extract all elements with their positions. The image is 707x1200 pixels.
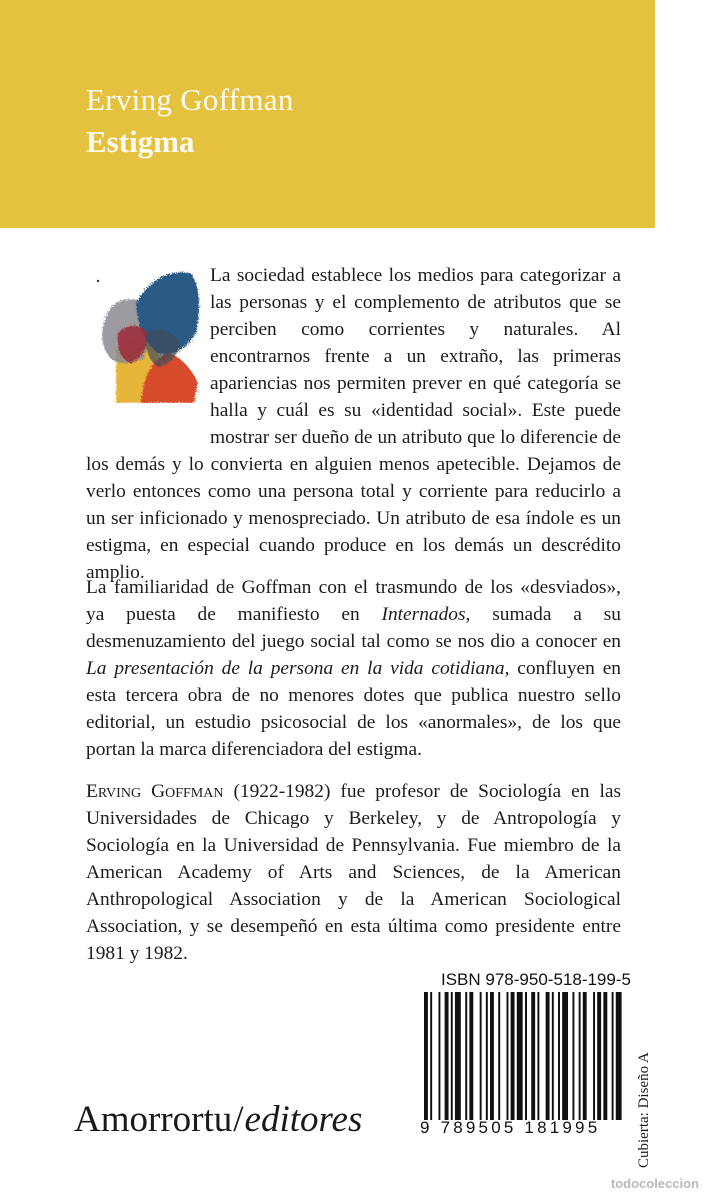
blurb-paragraph-2: La familiaridad de Goffman con el trasmundo de los «desviados», ya puesta de manifiesto en Internados, sumada a su desmenuzamiento del juego social tal como se nos dio a conocer en La presentación de la persona en la vida cotidiana, confluyen en esta tercera obra de no menores dotes que publica nuestro sello editorial, un estudio psicosocial de los «anormales», de los que portan la marca diferenciadora del estigma.: [86, 577, 621, 760]
bio-author-name: Erving Goffman: [86, 781, 224, 802]
barcode-digits: 9 789505 181995: [420, 1118, 601, 1137]
title-band: [0, 0, 655, 228]
work-title-internados: Internados: [381, 604, 466, 625]
publisher-logo: Amorrortu/editores: [74, 1099, 363, 1140]
isbn-label: ISBN 978-950-518-199-5: [441, 970, 631, 989]
barcode: [424, 992, 624, 1120]
work-title-presentacion: La presentación de la persona en la vida cotidiana: [86, 658, 505, 679]
book-title: Estigma: [86, 124, 195, 159]
author-name: Erving Goffman: [86, 82, 294, 117]
cover-credit: Cubierta: Diseño A: [636, 1052, 652, 1168]
blurb-paragraph-1: La sociedad establece los medios para categorizar a las personas y el complemento de atributos que se perciben como corrientes y naturales. Al encontrarnos frente a un extraño, las primeras apariencias nos permiten prever en qué categoría se halla y cuál es su «identidad social». Este puede mostrar ser dueño de un atributo que lo diferencie de los demás y lo convierta en alguien menos apetecible. Dejamos de verlo entonces como una persona total y corriente para reducirlo a un ser inficionado y menospreciado. Un atributo de esa índole es un estigma, en especial cuando produce en los demás un descrédito amplio.: [86, 265, 621, 583]
watermark: todocoleccion: [610, 1176, 699, 1191]
author-bio: Erving Goffman (1922-1982) fue profesor de Sociología en las Universidades de Chicago y Berkeley, y de Antropología y Sociología en la Universidad de Pennsylvania. Fue miembro de la American Academy of Arts and Sciences, de la American Anthropological Association y de la American Sociological Association, y se desempeñó en esta última como presidente entre 1981 y 1982.: [86, 781, 621, 964]
